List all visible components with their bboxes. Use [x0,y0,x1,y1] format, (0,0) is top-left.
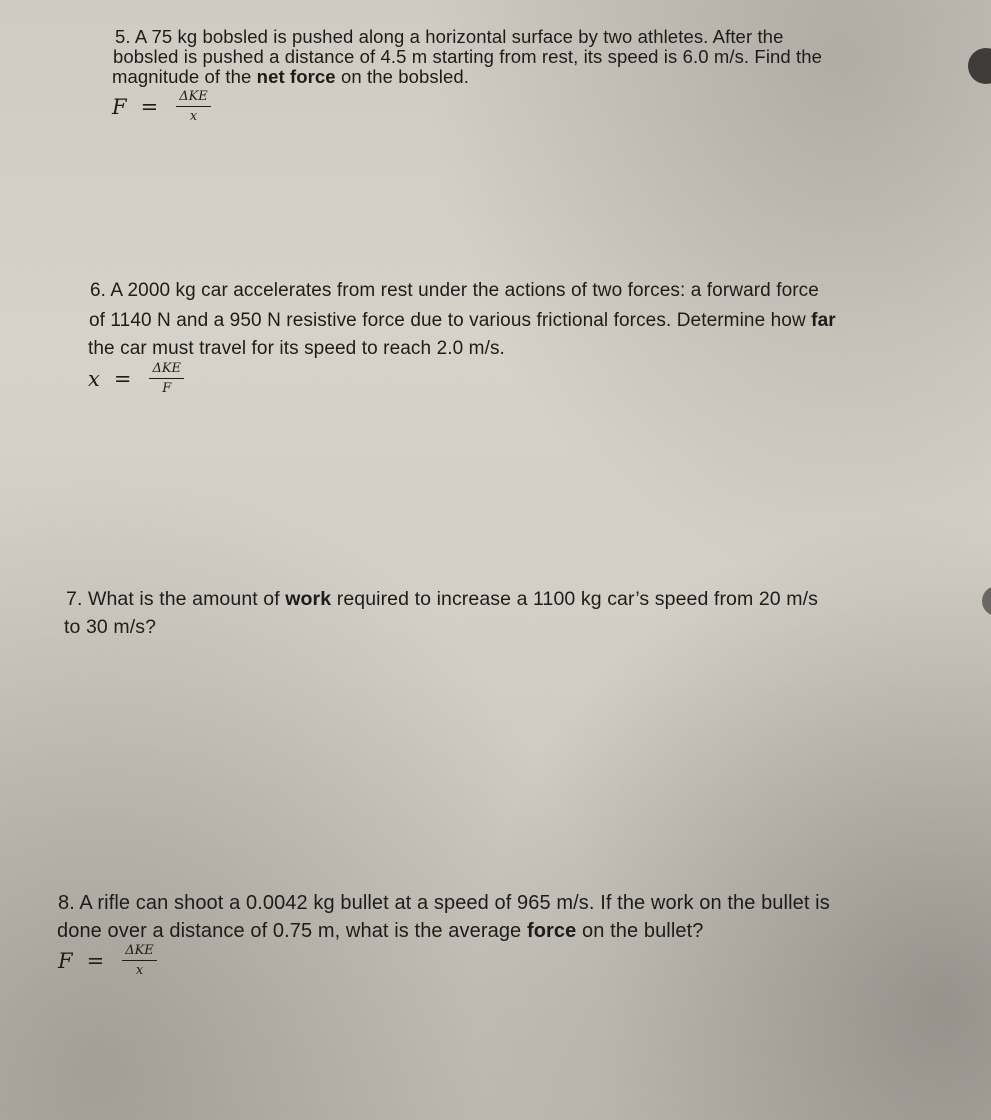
problem-7-line-2: to 30 m/s? [64,616,157,638]
problem-6-line-2 [89,310,836,332]
formula-fraction [122,944,157,977]
problem-6-keyword: far [811,310,836,331]
problem-5-formula [112,90,211,123]
formula-denominator: x [135,963,144,978]
binder-hole-top [968,48,991,84]
problem-6-line-1: 6. A 2000 kg car accelerates from rest under the actions of two forces: a forward force [90,280,819,301]
problem-5-keyword: net force [256,66,336,87]
formula-equals: = [140,94,159,119]
formula-numerator: ΔKE [176,90,211,107]
problem-6-line-3: the car must travel for its speed to reach 2.0 m/s. [88,338,505,359]
formula-equals: = [86,948,105,973]
problem-8-line-1: 8. A rifle can shoot a 0.0042 kg bullet at a speed of 965 m/s. If the work on the bullet is [58,892,830,914]
problem-7-line-1 [66,588,818,611]
problem-7-text: 7. What is the amount of [66,588,286,610]
formula-denominator: x [189,109,198,124]
problem-7-text-end: required to increase a 1100 kg car’s speed from 20 m/s [331,588,818,610]
problem-5-line-3 [112,66,469,88]
problem-5-text: magnitude of the [112,66,257,87]
problem-5-line-1: 5. A 75 kg bobsled is pushed along a horizontal surface by two athletes. After the [115,26,784,47]
formula-denominator: F [162,381,172,396]
problem-8-keyword: force [526,920,577,942]
problem-5-text-end: on the bobsled. [335,66,469,87]
binder-hole-middle [982,586,991,616]
formula-fraction [149,362,184,395]
problem-5-line-2: bobsled is pushed a distance of 4.5 m starting from rest, its speed is 6.0 m/s. Find the [113,46,823,67]
problem-6-text: of 1140 N and a 950 N resistive force due to various frictional forces. Determine how [89,310,812,331]
formula-fraction [176,90,211,123]
problem-8-text: done over a distance of 0.75 m, what is the average [57,920,527,942]
formula-lhs: F [112,94,127,119]
problem-8-text-end: on the bullet? [576,920,704,942]
formula-equals: = [113,366,132,391]
problem-7-keyword: work [285,588,332,610]
problem-8-line-2 [57,920,704,943]
formula-numerator: ΔKE [122,944,157,961]
problem-6-formula [88,362,184,395]
formula-lhs: x [88,366,100,391]
formula-numerator: ΔKE [149,362,184,379]
formula-lhs: F [58,948,73,973]
problem-8-formula [58,944,157,977]
